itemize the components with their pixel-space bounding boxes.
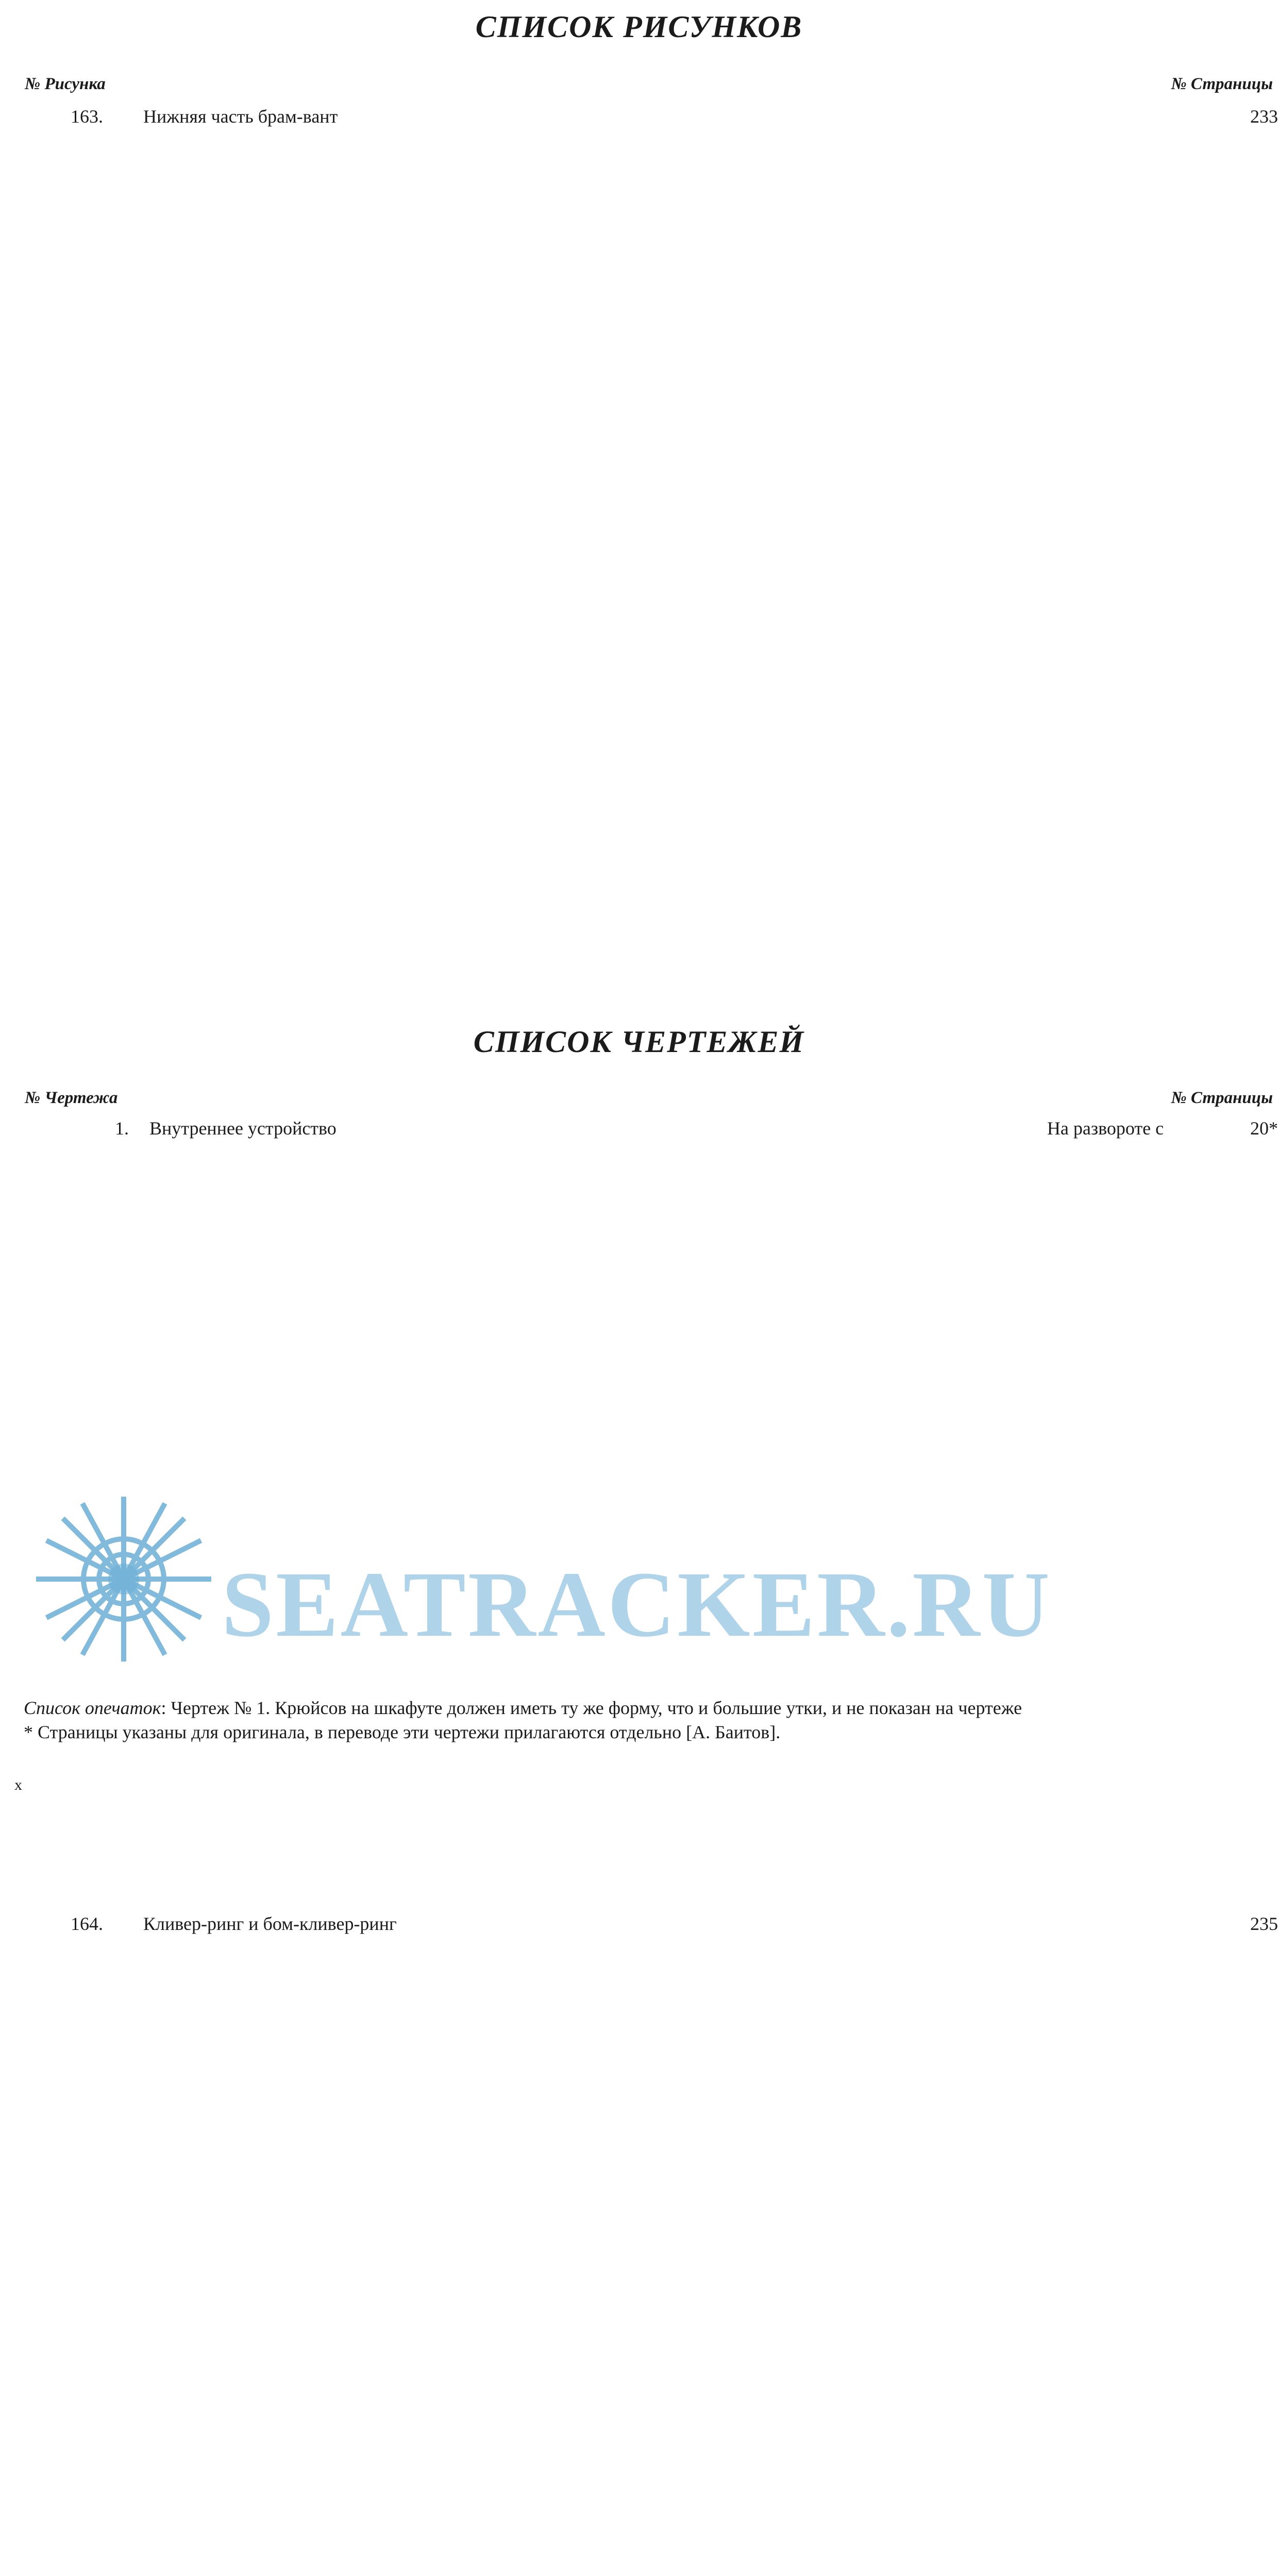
figures-header-page: № Страницы	[1171, 75, 1273, 93]
figure-title: Нижняя часть брам-вант	[143, 106, 338, 127]
errata-text: : Чертеж № 1. Крюйсов на шкафуте должен иметь ту же форму, что и большие утки, и не показан на чертеже	[161, 1698, 1022, 1718]
asterisk-note: * Страницы указаны для оригинала, в переводе эти чертежи прилагаются отдельно [А. Баитов].	[24, 1722, 781, 1743]
figure-page: 235	[1250, 1913, 1278, 1934]
table-row	[0, 1117, 1278, 2576]
errata-label: Список опечаток	[24, 1698, 161, 1718]
figure-page: 233	[1250, 106, 1278, 127]
drawings-column-headers	[0, 1089, 1278, 1108]
figure-title: Кливер-ринг и бом-кливер-ринг	[143, 1913, 397, 1934]
drawings-section	[0, 1015, 1278, 2576]
drawing-title: Внутреннее устройство	[149, 1118, 337, 1139]
drawing-note: На развороте с	[1047, 1118, 1164, 1139]
drawing-number: 1.	[115, 1118, 129, 1139]
figures-section-title: СПИСОК РИСУНКОВ	[475, 10, 803, 44]
watermark-text: SEATRACKER.RU	[222, 1553, 1052, 1656]
drawings-list	[0, 1117, 1278, 2576]
figures-column-headers	[0, 75, 1278, 94]
figures-header-number: № Рисунка	[25, 75, 106, 93]
drawings-table	[0, 1117, 1278, 2576]
drawing-page: 20*	[1250, 1118, 1278, 1139]
errata-note	[24, 1698, 1255, 1719]
figure-number: 163.	[71, 106, 103, 127]
drawings-header-page: № Страницы	[1171, 1089, 1273, 1107]
drawings-header-number: № Чертежа	[25, 1089, 118, 1107]
page-folio: x	[14, 1776, 22, 1793]
drawings-section-title: СПИСОК ЧЕРТЕЖЕЙ	[473, 1025, 805, 1059]
footnotes	[24, 1698, 1255, 1747]
figure-number: 164.	[71, 1913, 103, 1934]
